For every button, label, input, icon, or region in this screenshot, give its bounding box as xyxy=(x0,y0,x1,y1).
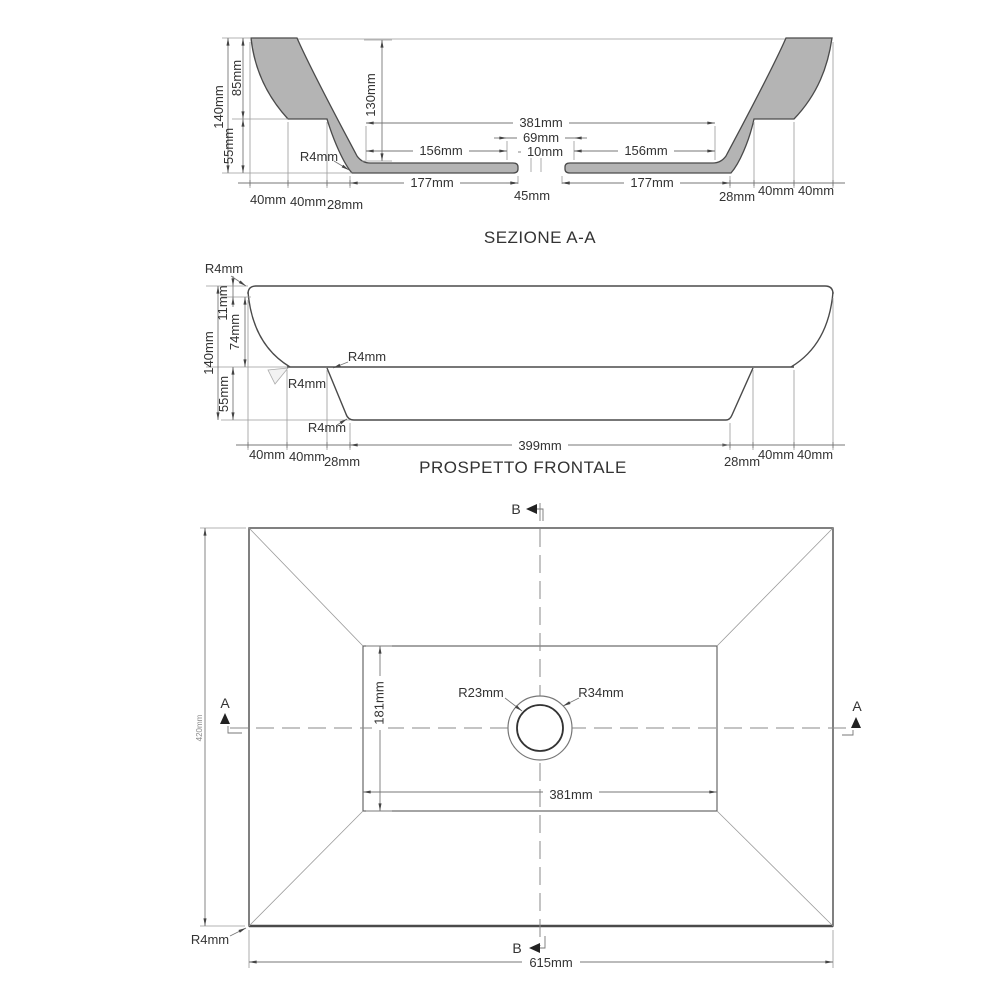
front-radius-label-a: R4mm xyxy=(204,261,244,276)
section-dim-156mm-left: 156mm xyxy=(419,143,463,158)
section-dim-40mm-d: 40mm xyxy=(797,183,835,198)
front-radius-label-b: R4mm xyxy=(347,349,387,364)
section-view xyxy=(211,38,845,247)
front-base-edge xyxy=(327,368,753,420)
section-dim-45mm: 45mm xyxy=(513,188,551,203)
section-radius-label: R4mm xyxy=(299,149,339,164)
plan-dim-420mm: 420mm xyxy=(195,714,204,742)
front-dim-40mm-a: 40mm xyxy=(248,447,286,462)
plan-diagonal-bl xyxy=(249,811,363,926)
plan-diagonal-tl xyxy=(249,528,363,646)
front-radius-label-d: R4mm xyxy=(307,420,347,435)
section-dim-177mm-left: 177mm xyxy=(410,175,454,190)
section-dim-130mm: 130mm xyxy=(363,73,378,117)
front-left-edge xyxy=(248,292,290,367)
section-dim-69mm: 69mm xyxy=(522,130,560,145)
front-dim-140mm: 140mm xyxy=(201,331,216,375)
front-dim-399mm: 399mm xyxy=(518,438,562,453)
front-r4-leader-triangle xyxy=(268,368,288,384)
plan-dim-615mm: 615mm xyxy=(529,955,573,970)
section-dim-40mm-a: 40mm xyxy=(249,192,287,207)
section-right-wall-profile xyxy=(565,38,832,173)
plan-dim-181mm: 181mm xyxy=(371,681,387,725)
section-dim-10mm: 10mm xyxy=(526,144,564,159)
plan-drain-radius-outer: R34mm xyxy=(578,685,624,700)
plan-marker-a-left: A xyxy=(220,695,230,711)
plan-diagonal-br xyxy=(717,811,833,926)
section-dim-177mm-right: 177mm xyxy=(630,175,674,190)
front-radius-label-c: R4mm xyxy=(287,376,327,391)
front-dim-28mm-left: 28mm xyxy=(323,454,361,469)
front-top-edge xyxy=(248,286,833,294)
front-view xyxy=(201,261,845,477)
plan-diagonal-tr xyxy=(717,528,833,646)
section-dim-40mm-c: 40mm xyxy=(757,183,795,198)
front-dim-40mm-d: 40mm xyxy=(796,447,834,462)
section-dim-381mm: 381mm xyxy=(519,115,563,130)
section-dim-55mm: 55mm xyxy=(221,127,236,165)
plan-dim-381mm: 381mm xyxy=(549,787,593,802)
section-dim-140mm: 140mm xyxy=(211,85,226,129)
section-left-wall-profile xyxy=(251,38,518,173)
section-title: SEZIONE A-A xyxy=(483,228,597,247)
plan-marker-b-top: B xyxy=(511,501,521,517)
section-dim-156mm-right: 156mm xyxy=(624,143,668,158)
front-title: PROSPETTO FRONTALE xyxy=(419,458,627,477)
front-dim-11mm: 11mm xyxy=(215,285,230,321)
plan-drain-radius-inner: R23mm xyxy=(458,685,504,700)
front-dim-40mm-b: 40mm xyxy=(288,449,326,464)
front-dim-55mm: 55mm xyxy=(216,375,231,413)
front-dim-40mm-c: 40mm xyxy=(757,447,795,462)
plan-view xyxy=(191,501,862,970)
front-dim-74mm: 74mm xyxy=(227,313,242,351)
front-right-edge xyxy=(791,292,833,367)
front-dim-28mm-right: 28mm xyxy=(723,454,761,469)
section-dim-40mm-b: 40mm xyxy=(289,194,327,209)
plan-corner-radius-label: R4mm xyxy=(190,932,230,947)
plan-marker-a-right: A xyxy=(852,698,862,714)
section-dim-85mm: 85mm xyxy=(229,59,244,97)
section-dim-28mm-left: 28mm xyxy=(326,197,364,212)
section-dim-28mm-right: 28mm xyxy=(718,189,756,204)
plan-marker-b-bottom: B xyxy=(512,940,522,956)
front-extension-lines xyxy=(206,286,833,450)
